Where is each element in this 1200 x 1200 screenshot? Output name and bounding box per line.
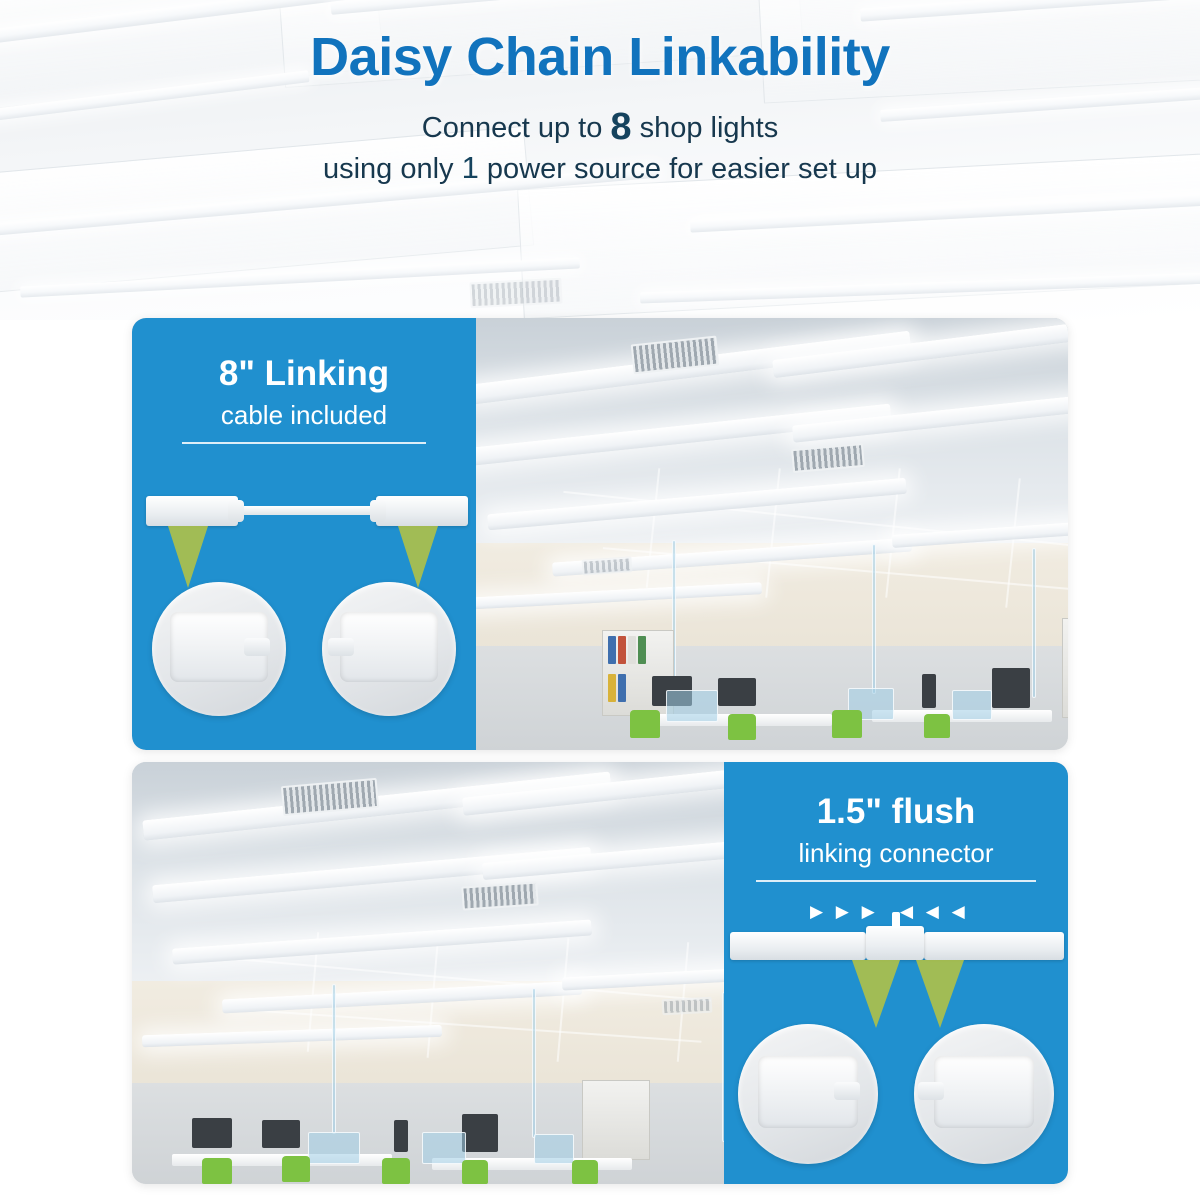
magnifier-left [152, 582, 286, 716]
callout-divider [756, 880, 1036, 882]
subtitle-line-1-pre: Connect up to [421, 112, 611, 144]
glass-partition [1032, 548, 1036, 698]
desk-divider [666, 690, 718, 722]
cable-plug-left [228, 500, 244, 522]
subtitle-line-1 [0, 106, 1200, 149]
office-binder [608, 674, 616, 702]
callout-linking-cable [132, 318, 476, 750]
callout-title: 1.5" flush [816, 792, 976, 831]
office-shelf [582, 1080, 650, 1160]
magnifier-left [738, 1024, 878, 1164]
panel-linking-cable [132, 318, 1068, 750]
connector-port-right [340, 612, 438, 682]
ceiling-vent [469, 278, 562, 309]
office-chair [832, 710, 862, 738]
office-monitor [922, 674, 936, 708]
connector-pins-right [918, 1082, 944, 1100]
zoom-beam-right [916, 960, 964, 1028]
office-monitor [192, 1118, 232, 1148]
zoom-beam-right [398, 526, 438, 588]
callout-flush-connector [724, 762, 1068, 1184]
glass-partition [332, 984, 336, 1134]
subtitle-line-2-pre: using only [322, 153, 462, 185]
office-chair [924, 714, 950, 738]
subtitle-line-1-post: shop lights [631, 112, 779, 144]
desk-divider [534, 1134, 574, 1164]
connector-port-right [934, 1056, 1034, 1128]
office-chair [202, 1158, 232, 1184]
office-monitor [394, 1120, 408, 1152]
magnifier-right [914, 1024, 1054, 1164]
arrows-left-icon: ◀ ◀ ◀ [900, 902, 969, 921]
connector-tab-icon [892, 912, 900, 928]
connector-pins-left [244, 638, 270, 656]
arrows-right-icon: ▶ ▶ ▶ [810, 902, 879, 921]
flush-linking-connector [866, 926, 924, 960]
subtitle-line-2 [0, 150, 1200, 186]
office-chair [382, 1158, 410, 1184]
callout-subtitle: linking connector [798, 838, 994, 868]
ceiling-vent [662, 997, 713, 1016]
desk-divider [422, 1132, 466, 1164]
zoom-beam-left [168, 526, 208, 588]
subtitle-line-2-number: 1 [461, 150, 479, 185]
callout-subtitle: cable included [220, 400, 388, 430]
subtitle-line-2-post: power source for easier set up [478, 153, 878, 185]
fixture-end-right [924, 932, 1064, 960]
linking-cable [232, 506, 382, 515]
fixture-end-right [376, 496, 468, 526]
office-chair [282, 1156, 310, 1182]
office-binder [618, 674, 626, 702]
office-monitor [992, 668, 1030, 708]
office-monitor [462, 1114, 498, 1152]
connector-pins-right [328, 638, 354, 656]
glass-partition [872, 544, 876, 694]
zoom-beam-left [852, 960, 900, 1028]
office-binder [628, 636, 636, 664]
office-binder [638, 636, 646, 664]
page-title: Daisy Chain Linkability [310, 27, 890, 87]
desk-divider [308, 1132, 360, 1164]
office-chair [630, 710, 660, 738]
magnifier-right [322, 582, 456, 716]
office-chair [728, 714, 756, 740]
fixture-end-left [730, 932, 866, 960]
office-monitor [718, 678, 756, 706]
office-binder [608, 636, 616, 664]
office-monitor [262, 1120, 300, 1148]
callout-divider [182, 442, 426, 444]
office-chair [572, 1160, 598, 1184]
subtitle-line-1-number: 8 [610, 106, 632, 148]
cable-plug-right [370, 500, 386, 522]
callout-title: 8" Linking [218, 354, 390, 393]
desk-divider [952, 690, 992, 720]
glass-partition [532, 988, 536, 1138]
panel-flush-connector [132, 762, 1068, 1184]
fixture-end-left [146, 496, 238, 526]
office-chair [462, 1160, 488, 1184]
office-binder [618, 636, 626, 664]
connector-pins-left [834, 1082, 860, 1100]
